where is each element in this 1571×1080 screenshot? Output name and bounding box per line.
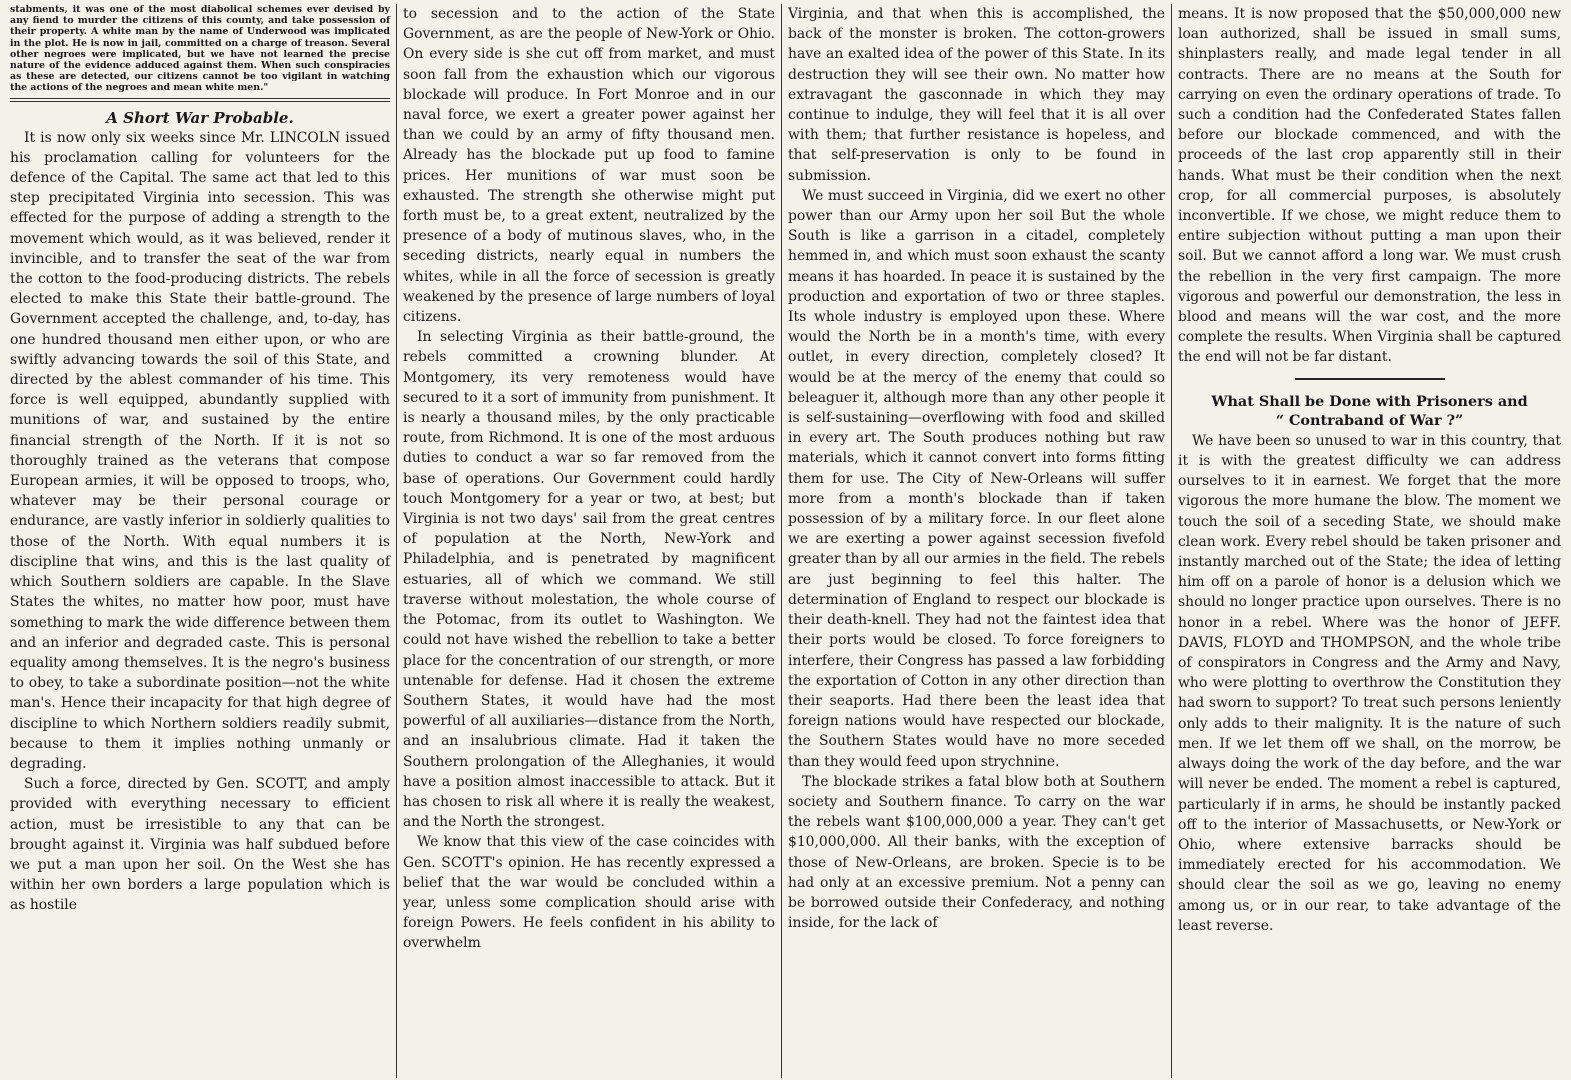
article-paragraph: It is now only six weeks since Mr. LINCOLN issued his proclamation calling for volunteers for the defence of the Capital. The same act that led to this step precipitated Virginia into secession. This was effected for the purpose of adding a strength to the movement which would, as it was believed, render it invincible, and to transfer the seat of the war from the cotton to the food-producing districts. The rebels elected to make this State their battle-ground. The Government accepted the challenge, and, to-day, has one hundred thousand men either upon, or who are swiftly advancing towards the soil of this State, and directed by the ablest commander of his time. This force is well equipped, abundantly supplied with munitions of war, and sustained by the entire financial strength of the North. If it is not so thoroughly trained as the veterans that compose European armies, it will be opposed to troops, who, whatever may be their personal courage or endurance, are vastly inferior in soldierly qualities to those of the North. With equal numbers it is discipline that wins, and this is the last quality of which Southern soldiers are capable. In the Slave States the whites, no matter how poor, must have something to mark the wide difference between them and an inferior and degraded caste. This is personal equality among themselves. It is the negro's business to obey, to take a subordinate position—not the white man's. Hence their incapacity for that high degree of discipline to which Northern soldiers readily submit, because to them it implies nothing unmanly or degrading. bbox=[10, 129, 390, 772]
headline-rule bbox=[10, 98, 390, 102]
column-4 bbox=[1171, 4, 1567, 1078]
column-2 bbox=[396, 4, 781, 1078]
headline-prisoners bbox=[1178, 392, 1561, 431]
article-paragraph: Such a force, directed by Gen. SCOTT, and amply provided with everything necessary to efficient action, must be irresistible to any that can be brought against it. Virginia was half subdued before we put a man upon her soil. On the West she has within her own borders a large population which is as hostile bbox=[10, 776, 390, 914]
article-paragraph: We must succeed in Virginia, did we exert no other power than our Army upon her soil But the whole South is like a garrison in a citadel, completely hemmed in, and which must soon exhaust the scanty means it has hoarded. In peace it is sustained by the production and exportation of two or three staples. Its whole industry is employed upon these. Where would the North be in a month's time, with every outlet, in every direction, completely closed? It would be at the mercy of the enemy that could so beleaguer it, although more than any other people it is self-sustaining—overflowing with food and skilled in every art. The South produces nothing but raw materials, which it cannot convert into forms fitting them for use. The City of New-Orleans will suffer more from a month's blockade than if taken possession of by a military force. In our fleet alone we are exerting a power against secession fivefold greater than by all our armies in the field. The rebels are just beginning to feel this halter. The determination of England to respect our blockade is their death-knell. They had not the faintest idea that their ports would be closed. To force foreigners to interfere, their Congress has passed a law forbidding the exportation of Cotton in any other direction than their seaports. Had there been the least idea that foreign nations would have respected our blockade, the Southern States would have no more seceded than they would feed upon strychnine. bbox=[788, 187, 1165, 770]
article-paragraph: to secession and to the action of the State Government, as are the people of New-York or Ohio. On every side is she cut off from market, and must soon fall from the exhaustion which our vigorous blockade will produce. In Fort Monroe and in our naval force, we exert a greater power against her than we could by an army of fifty thousand men. Already has the blockade put up food to famine prices. Her munitions of war must soon be exhausted. The strength she otherwise might put forth must be, to a great extent, neutralized by the presence of a body of mutinous slaves, who, in the seceding districts, nearly equal in numbers the whites, while in all the force of secession is greatly weakened by the presence of large numbers of loyal citizens. bbox=[403, 6, 775, 326]
article-paragraph: In selecting Virginia as their battle-ground, the rebels committed a crowning blunder. At Montgomery, its very remoteness would have secured to it a sort of immunity from punishment. It is nearly a thousand miles, by the only practicable route, from Richmond. It is one of the most arduous duties to conduct a war so far removed from the base of operations. Our Government could hardly touch Montgomery for a year or two, at best; but Virginia is not two days' sail from the great centres of population at the North, New-York and Philadelphia, and is penetrated by magnificent estuaries, all of which we command. We still traverse without molestation, the whole course of the Potomac, from its outlet to Washington. We could not have wished the rebellion to take a better place for the concentration of our strength, or more untenable for defense. Had it chosen the extreme Southern States, it would have had the most powerful of all auxiliaries—distance from the North, and an insalubrious climate. Had it taken the Southern prolongation of the Alleghanies, it would have a position almost inaccessible to attack. But it has chosen to risk all where it is really the weakest, and the North the strongest. bbox=[403, 329, 775, 831]
column-3 bbox=[781, 4, 1171, 1078]
headline-short-war: A Short War Probable. bbox=[106, 108, 294, 127]
article-paragraph: means. It is now proposed that the $50,000,000 new loan authorized, shall be issued in small sums, shinplasters really, and made legal tender in all contracts. There are no means at the South for carrying on even the ordinary operations of trade. To such a condition had the Confederated States fallen before our blockade commenced, and with the proceeds of the last crop apparently still in their hands. What must be their condition when the next crop, for all commercial purposes, is absolutely inconvertible. If we chose, we might reduce them to entire subjection without putting a man upon their soil. But we cannot afford a long war. We must crush the rebellion in the very first campaign. The more vigorous and powerful our demonstration, the less in blood and means will the war cost, and the more complete the results. When Virginia shall be captured the end will not be far distant. bbox=[1178, 6, 1561, 366]
column-1 bbox=[4, 4, 396, 1078]
headline-prisoners-line1: What Shall be Done with Prisoners and bbox=[1211, 392, 1528, 410]
previous-article-tail: stabments, it was one of the most diabolical schemes ever devised by any fiend to murder the citizens of this county, and take possession of their property. A white man by the name of Underwood was implicated in the plot. He is now in jail, committed on a charge of treason. Several other negroes were implicated, but we have not learned the precise nature of the evidence adduced against them. When such conspiracies as these are detected, our citizens cannot be too vigilant in watching the actions of the negroes and mean white men." bbox=[10, 4, 390, 94]
article-separator bbox=[1295, 378, 1445, 380]
article-paragraph: We have been so unused to war in this country, that it is with the greatest difficulty we can address ourselves to it in earnest. We forget that the more vigorous the more humane the blow. The moment we touch the soil of a seceding State, we should make clean work. Every rebel should be taken prisoner and instantly marched out of the State; the idea of letting him off on a parole of honor is a delusion which we should no longer practice upon ourselves. There is no honor in a rebel. Where was the honor of JEFF. DAVIS, FLOYD and THOMPSON, and the whole tribe of conspirators in Congress and the Army and Navy, who were plotting to overthrow the Constitution they had sworn to support? To treat such persons leniently only adds to their malignity. It is the nature of such men. If we let them off we shall, on the morrow, be always doing the work of the day before, and the war will never be ended. The moment a rebel is captured, particularly if in arms, he should be instantly packed off to the interior of Massachusetts, or New-York or Ohio, where extensive barracks should be immediately erected for his accommodation. We should clear the soil as we go, leaving no enemy among us, or in our rear, to take advantage of the least reverse. bbox=[1178, 432, 1561, 934]
article-paragraph: We know that this view of the case coincides with Gen. SCOTT's opinion. He has recently expressed a belief that the war would be concluded within a year, unless some complication should arise with foreign Powers. He feels confident in his ability to overwhelm bbox=[403, 834, 775, 952]
article-paragraph: The blockade strikes a fatal blow both at Southern society and Southern finance. To carry on the war the rebels want $100,000,000 a year. They can't get $10,000,000. All their banks, with the exception of those of New-Orleans, are broken. Specie is to be had only at an excessive premium. Not a penny can be borrowed outside their Confederacy, and nothing inside, for the lack of bbox=[788, 773, 1165, 932]
headline-prisoners-line2: “ Contraband of War ?” bbox=[1275, 412, 1464, 430]
article-paragraph: Virginia, and that when this is accomplished, the back of the monster is broken. The cotton-growers have an exalted idea of the power of this State. In its destruction they will see their own. No matter how extravagant the gasconnade in which they may continue to indulge, they will feel that it is all over with them; that further resistance is hopeless, and that self-preservation is only to be found in submission. bbox=[788, 6, 1165, 184]
